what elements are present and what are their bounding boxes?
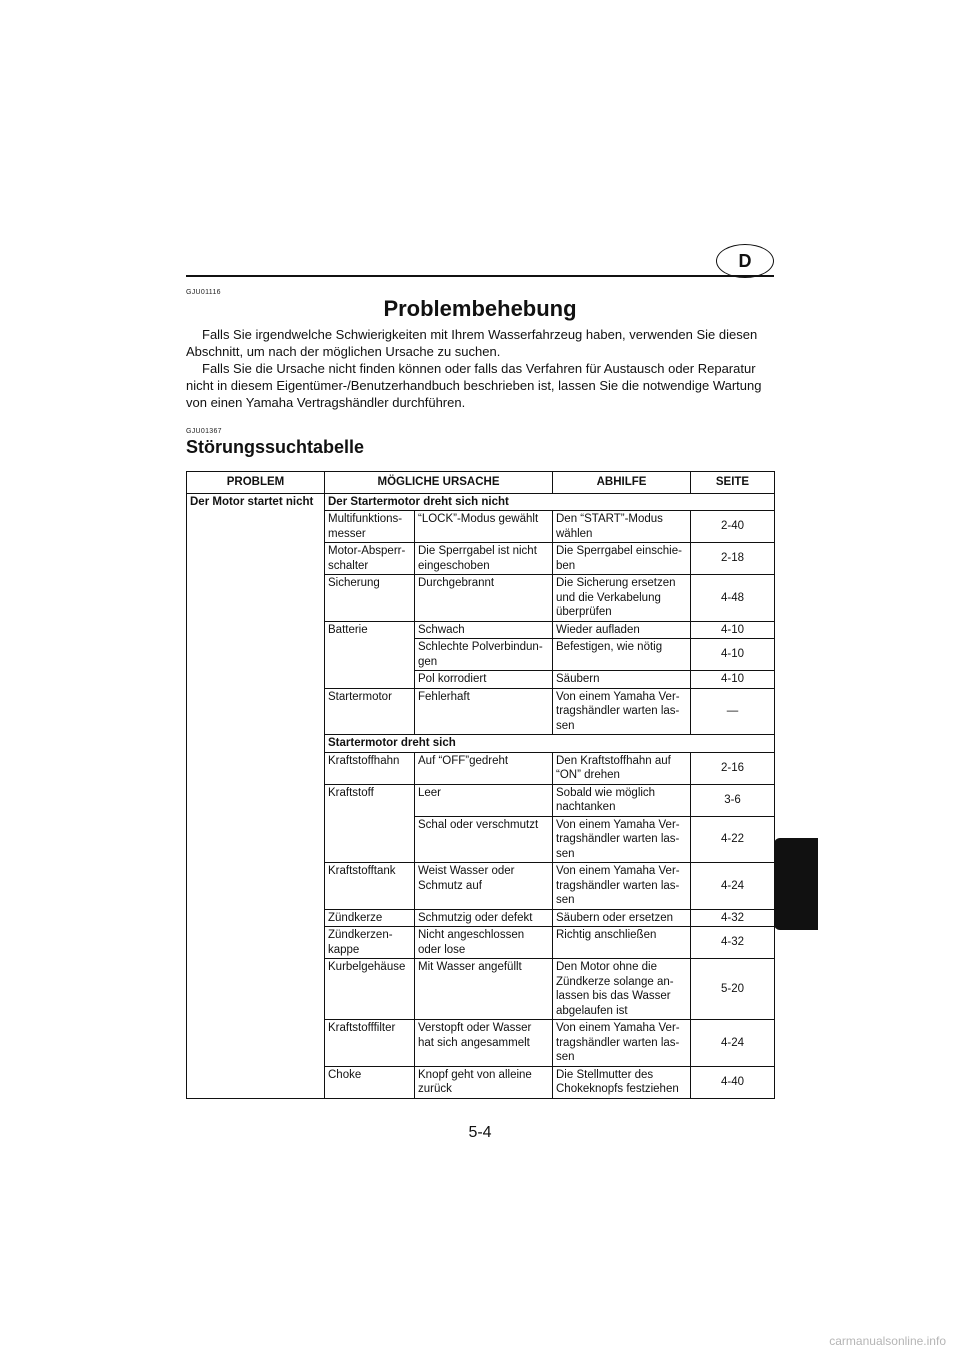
section-title: Störungssuchtabelle (186, 437, 365, 457)
remedy-cell: Von einem Yamaha Ver- tragshändler warten las- sen (553, 863, 691, 910)
component-cell: Startermotor (325, 688, 415, 735)
section-code: GJU01116 (186, 289, 221, 296)
component-cell: Kraftstofftank (325, 863, 415, 910)
remedy-cell: Die Stellmutter des Chokeknopfs festziehen (553, 1066, 691, 1098)
cause-cell: Schal oder verschmutzt (415, 816, 553, 863)
component-cell: Choke (325, 1066, 415, 1098)
intro-paragraph: Falls Sie die Ursache nicht finden können oder falls das Verfahren für Austausch oder Reparatur nicht in diesem Eigentümer-/Benutzerhandbuch beschrieben ist, lassen Sie die notwendige Wartung von einen Yamaha Vertragshändler durchführen. (186, 361, 762, 410)
intro-paragraph: Falls Sie irgendwelche Schwierigkeiten mit Ihrem Wasserfahrzeug haben, verwenden Sie diesen Abschnitt, um nach der möglichen Ursache zu suchen. (186, 327, 758, 359)
group-heading: Der Startermotor dreht sich nicht (325, 493, 775, 511)
page-number: 5-4 (468, 1124, 492, 1141)
remedy-cell: Richtig anschließen (553, 927, 691, 959)
remedy-cell: Von einem Yamaha Ver- tragshändler warten las- sen (553, 1020, 691, 1067)
watermark: carmanualsonline.info (829, 1334, 946, 1348)
cause-cell: Leer (415, 784, 553, 816)
page-cell: 3-6 (691, 784, 775, 816)
header-problem: PROBLEM (187, 472, 325, 494)
page-cell: 2-18 (691, 543, 775, 575)
table-group-row (187, 493, 775, 511)
table-row (187, 784, 775, 816)
cause-cell: Die Sperrgabel ist nicht eingeschoben (415, 543, 553, 575)
chapter-tab-marker (774, 838, 818, 930)
page-cell: 2-40 (691, 511, 775, 543)
intro-text (186, 326, 774, 411)
table-row (187, 511, 775, 543)
table-header-row (187, 472, 775, 494)
troubleshooting-table (186, 471, 775, 1099)
table-row (187, 927, 775, 959)
component-cell: Kurbelgehäuse (325, 959, 415, 1020)
page-cell: 4-10 (691, 639, 775, 671)
cause-cell: Pol korrodiert (415, 671, 553, 689)
cause-cell: Mit Wasser angefüllt (415, 959, 553, 1020)
table-row (187, 909, 775, 927)
table-row (187, 1020, 775, 1067)
page-cell: 4-10 (691, 671, 775, 689)
table-row (187, 639, 775, 671)
remedy-cell: Den Motor ohne die Zündkerze solange an- lassen bis das Wasser abgelaufen ist (553, 959, 691, 1020)
section-code: GJU01367 (186, 428, 222, 435)
header-remedy: ABHILFE (553, 472, 691, 494)
problem-cell: Der Motor startet nicht (187, 493, 325, 511)
page-cell: 4-32 (691, 909, 775, 927)
header-rule (186, 275, 774, 277)
component-cell: Sicherung (325, 575, 415, 622)
cause-cell: Fehlerhaft (415, 688, 553, 735)
remedy-cell: Den “START”-Modus wählen (553, 511, 691, 543)
page-cell: 4-24 (691, 1020, 775, 1067)
page-title: Problembehebung (383, 296, 577, 321)
page-cell: 4-10 (691, 621, 775, 639)
table-row (187, 816, 775, 863)
component-cell: Kraftstofffilter (325, 1020, 415, 1067)
page-cell: 4-48 (691, 575, 775, 622)
remedy-cell: Die Sperrgabel einschie- ben (553, 543, 691, 575)
table-row (187, 575, 775, 622)
remedy-cell: Den Kraftstoffhahn auf “ON” drehen (553, 752, 691, 784)
remedy-cell: Die Sicherung ersetzen und die Verkabelung überprüfen (553, 575, 691, 622)
remedy-cell: Säubern (553, 671, 691, 689)
table-row (187, 1066, 775, 1098)
page-cell: 4-24 (691, 863, 775, 910)
remedy-cell: Säubern oder ersetzen (553, 909, 691, 927)
cause-cell: Durchgebrannt (415, 575, 553, 622)
page-cell: 4-22 (691, 816, 775, 863)
cause-cell: Weist Wasser oder Schmutz auf (415, 863, 553, 910)
table-row (187, 959, 775, 1020)
component-cell: Zündkerzen- kappe (325, 927, 415, 959)
page-cell: 4-32 (691, 927, 775, 959)
table-row (187, 621, 775, 639)
header-page: SEITE (691, 472, 775, 494)
cause-cell: Knopf geht von alleine zurück (415, 1066, 553, 1098)
language-badge: D (716, 244, 774, 278)
cause-cell: Schwach (415, 621, 553, 639)
component-cell: Batterie (325, 621, 415, 639)
table-row (187, 671, 775, 689)
page-cell: 4-40 (691, 1066, 775, 1098)
table-row (187, 863, 775, 910)
cause-cell: Schlechte Polverbindun- gen (415, 639, 553, 671)
cause-cell: Schmutzig oder defekt (415, 909, 553, 927)
remedy-cell: Befestigen, wie nötig (553, 639, 691, 671)
component-cell: Kraftstoff (325, 784, 415, 816)
component-cell: Motor-Absperr- schalter (325, 543, 415, 575)
cause-cell: Verstopft oder Wasser hat sich angesammelt (415, 1020, 553, 1067)
remedy-cell: Wieder aufladen (553, 621, 691, 639)
cause-cell: Nicht angeschlossen oder lose (415, 927, 553, 959)
remedy-cell: Von einem Yamaha Ver- tragshändler warten las- sen (553, 816, 691, 863)
component-cell: Kraftstoffhahn (325, 752, 415, 784)
cause-cell: “LOCK”-Modus gewählt (415, 511, 553, 543)
component-cell: Multifunktions- messer (325, 511, 415, 543)
component-cell: Zündkerze (325, 909, 415, 927)
table-row (187, 752, 775, 784)
table-group-row (187, 735, 775, 753)
table-row (187, 688, 775, 735)
remedy-cell: Sobald wie möglich nachtanken (553, 784, 691, 816)
group-heading: Startermotor dreht sich (325, 735, 775, 753)
cause-cell: Auf “OFF”gedreht (415, 752, 553, 784)
table-row (187, 543, 775, 575)
page-cell: — (691, 688, 775, 735)
header-cause: MÖGLICHE URSACHE (325, 472, 553, 494)
page-cell: 2-16 (691, 752, 775, 784)
remedy-cell: Von einem Yamaha Ver- tragshändler warten las- sen (553, 688, 691, 735)
page-cell: 5-20 (691, 959, 775, 1020)
